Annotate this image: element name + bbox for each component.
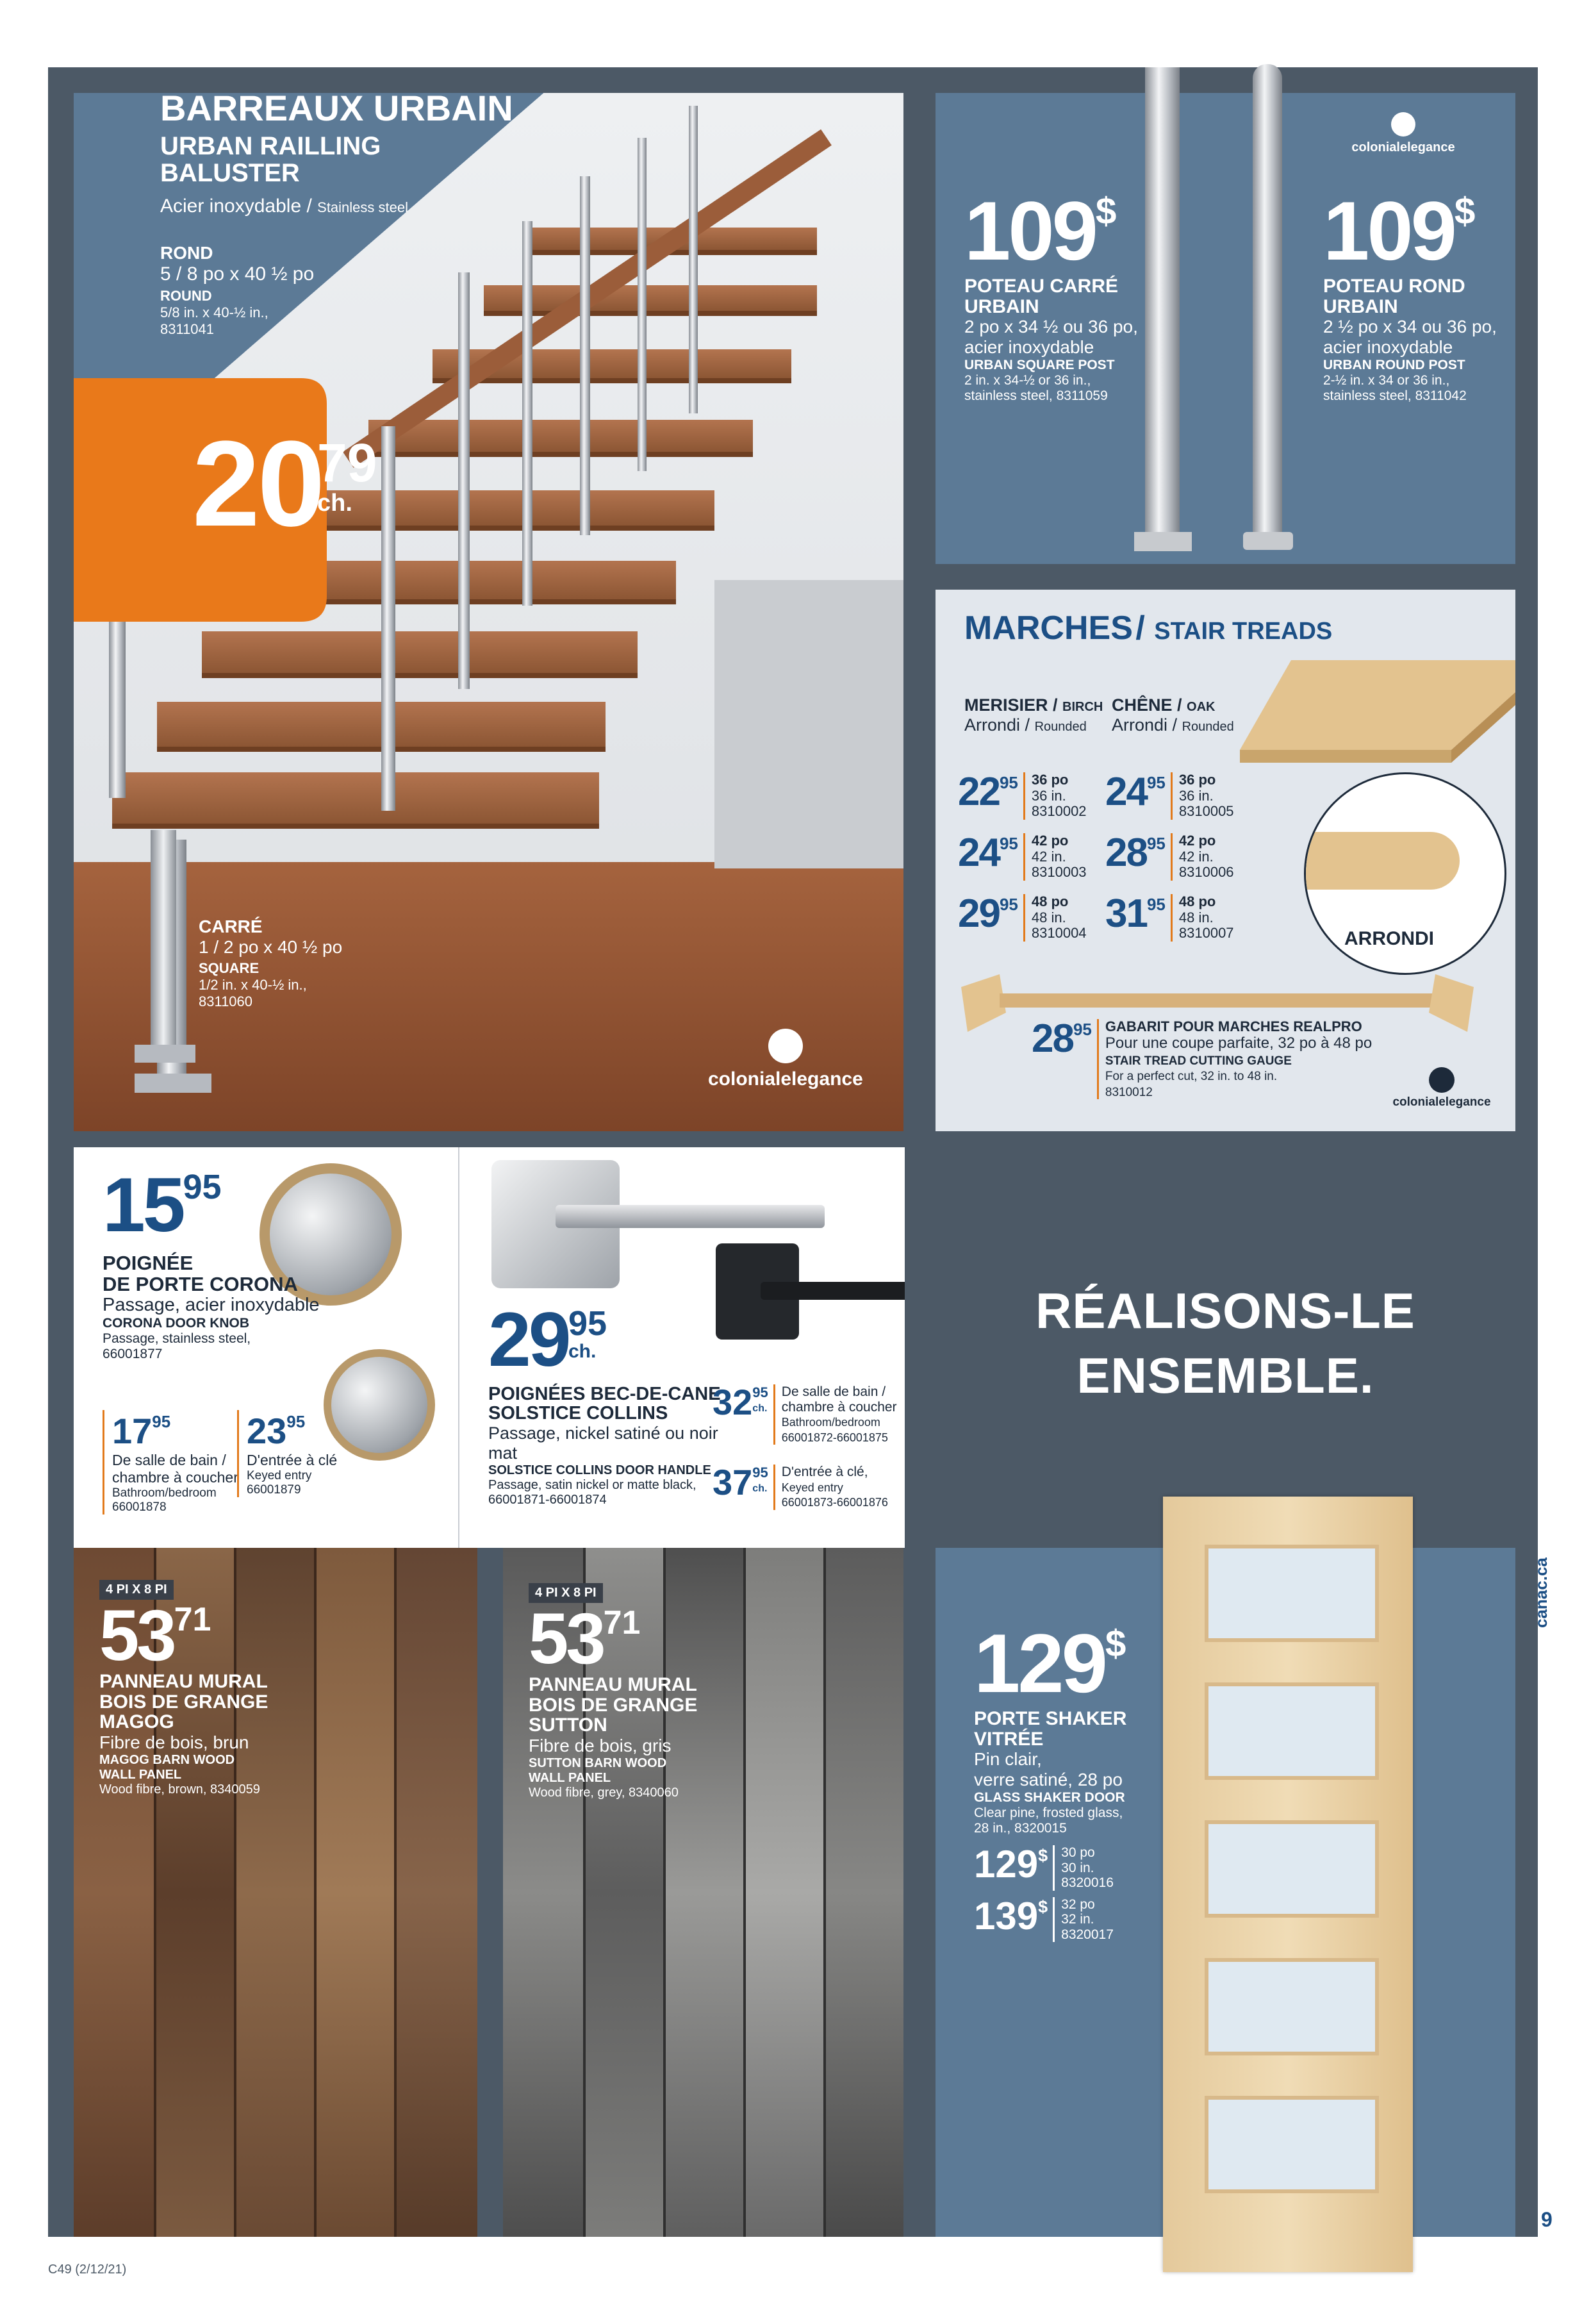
door-en-title: GLASS SHAKER DOOR <box>974 1790 1125 1805</box>
tread-sku: 8310007 <box>1178 925 1234 942</box>
railing-title-en: URBAN RAILLING <box>160 131 381 160</box>
sutton-panel <box>503 1548 903 2237</box>
gauge-title: GABARIT POUR MARCHES REALPRO <box>1105 1018 1362 1034</box>
oak-row <box>1105 833 1234 881</box>
tread-length: 42 po <box>1178 833 1216 849</box>
solstice-v2-price: 37 <box>713 1462 753 1502</box>
sutton-desc: Fibre de bois, gris <box>529 1735 672 1755</box>
corona-sku: 66001877 <box>103 1347 163 1362</box>
tread-length: 48 po <box>1178 893 1216 909</box>
door-price: 129 <box>974 1616 1105 1710</box>
birch-label: MERISIER <box>964 695 1048 715</box>
site-url[interactable]: canac.ca <box>1531 1557 1551 1628</box>
tread-sku: 8310004 <box>1031 925 1087 942</box>
door-v2-price: 139 <box>974 1894 1039 1938</box>
square-post-en-title: URBAN SQUARE POST <box>964 358 1115 372</box>
door-v1 <box>974 1845 1126 1891</box>
gauge-desc-en: For a perfect cut, 32 in. to 48 in. <box>1105 1070 1278 1084</box>
solstice-v1-sku: 66001872-66001875 <box>781 1431 888 1444</box>
door-v2-sku: 8320017 <box>1061 1927 1114 1942</box>
corona-v1-fr2: chambre à coucher <box>112 1469 238 1486</box>
tread-length: 42 po <box>1031 833 1069 849</box>
slogan-line1: RÉALISONS-LE <box>1035 1282 1415 1339</box>
corona-keyed-image <box>324 1349 435 1461</box>
door-desc2: verre satiné, 28 po <box>974 1770 1123 1789</box>
round-post-en2: stainless steel, 8311042 <box>1323 388 1467 403</box>
round-post-en-title: URBAN ROUND POST <box>1323 358 1465 372</box>
sutton-title: PANNEAU MURAL <box>529 1674 697 1695</box>
square-baluster-image <box>151 830 176 1048</box>
door-v2 <box>974 1894 1126 1943</box>
post-brand-icon <box>1391 112 1415 137</box>
tread-price-cents: 95 <box>1146 833 1166 853</box>
round-post-title2: URBAIN <box>1323 295 1398 317</box>
corona-v2-cents: 95 <box>286 1411 306 1431</box>
tread-price-cents: 95 <box>999 894 1018 914</box>
sutton-size-badge: 4 PI X 8 PI <box>529 1583 603 1603</box>
round-post-base <box>1243 532 1293 550</box>
solstice-v2-cents: 95 <box>752 1465 768 1481</box>
solstice-v2-unit: ch. <box>752 1483 768 1495</box>
posts-panel <box>936 93 1515 564</box>
railing-price-unit: ch. <box>317 490 352 517</box>
oak-sub-en: Rounded <box>1182 720 1234 734</box>
round-post-image <box>1253 64 1282 545</box>
page-number: 9 <box>1541 2208 1553 2231</box>
tread-price-cents: 95 <box>1146 772 1166 792</box>
square-sku: 8311060 <box>199 993 253 1009</box>
oak-label-en: OAK <box>1187 700 1216 714</box>
sutton-en1: SUTTON BARN WOOD <box>529 1755 667 1770</box>
door-en1: Clear pine, frosted glass, <box>974 1805 1123 1820</box>
corona-title2: DE PORTE CORONA <box>103 1272 298 1295</box>
brand-name: colonialelegance <box>708 1068 863 1090</box>
print-code: C49 (2/12/21) <box>48 2262 127 2277</box>
solstice-v1-fr2: chambre à coucher <box>781 1399 897 1415</box>
solstice-v1-cents: 95 <box>752 1384 768 1401</box>
brand-logo-icon <box>768 1029 803 1063</box>
tread-length-en: 48 in. <box>1178 909 1214 925</box>
square-post-title2: URBAIN <box>964 295 1039 317</box>
round-sku: 8311041 <box>160 320 215 337</box>
tread-length-en: 42 in. <box>1178 848 1214 865</box>
railing-title-en2: BALUSTER <box>160 158 300 187</box>
corona-v1-sku: 66001878 <box>112 1500 167 1514</box>
solstice-price: 29 <box>488 1297 569 1382</box>
solstice-v1-unit: ch. <box>752 1403 768 1415</box>
round-post-currency: $ <box>1454 190 1476 232</box>
tread-length-en: 42 in. <box>1031 848 1066 865</box>
solstice-v2-en: Keyed entry <box>781 1481 843 1494</box>
magog-en3: Wood fibre, brown, 8340059 <box>99 1782 260 1797</box>
tread-price-cents: 95 <box>999 833 1018 853</box>
tread-length: 48 po <box>1031 893 1069 909</box>
corona-en-title: CORONA DOOR KNOB <box>103 1316 250 1331</box>
corona-v1-en: Bathroom/bedroom <box>112 1486 217 1500</box>
square-size-en: 1/2 in. x 40-½ in., <box>199 977 307 993</box>
round-post-en1: 2-½ in. x 34 or 36 in., <box>1323 373 1450 388</box>
tread-price: 24 <box>958 831 1000 875</box>
treads-title-en: STAIR TREADS <box>1154 618 1333 645</box>
arrondi-label: ARRONDI <box>1344 928 1434 949</box>
tread-price: 29 <box>958 892 1000 936</box>
solstice-v1 <box>713 1384 897 1445</box>
railing-price-cents: 79 <box>317 433 377 493</box>
door-v1-po: 30 po <box>1061 1845 1095 1860</box>
tread-length: 36 po <box>1031 772 1069 788</box>
tread-price: 24 <box>1105 770 1147 814</box>
solstice-price-unit: ch. <box>568 1341 597 1362</box>
birch-row <box>958 772 1087 820</box>
gauge-row <box>1032 1019 1372 1099</box>
railing-price: 20 <box>192 416 323 552</box>
tread-sku: 8310005 <box>1178 803 1234 820</box>
door-v2-po: 32 po <box>1061 1897 1095 1912</box>
square-post-desc: 2 po x 34 ½ ou 36 po, <box>964 317 1138 336</box>
corona-desc: Passage, acier inoxydable <box>103 1295 320 1316</box>
solstice-en-desc: Passage, satin nickel or matte black, <box>488 1477 697 1492</box>
door-v1-price: 129 <box>974 1843 1039 1886</box>
treads-panel: MARCHES / STAIR TREADS MERISIER / BIRCH Arrondi / Rounded CHÊNE / OAK Arrondi / Rounded $22^{95}$ 36 po 36 in. 8310002 $24^{95}$ 42 po 42 in. 8310003 $29^{95}$ 48 po 48 in. 8310004 $24^{95}$ 36 po 36 in. 8310005 $28^{95}$ 42 po 42 in. 8310006 $31^{95}$ 48 po 48 in. 8310007 ARRONDI $28^{95}$ GABARIT POUR MARCHES REALPRO Pour une coupe parfaite, 32 po à 48 po STAIR TREAD CUTTING GAUGE For a perfect cut, 32 in. to 48 in. 8310012 colonialelegance <box>936 590 1515 1131</box>
tread-sku: 8310006 <box>1178 864 1234 881</box>
magog-price: 53 <box>99 1595 174 1675</box>
round-size-en: 5/8 in. x 40-½ in., <box>160 304 268 320</box>
solstice-v1-fr: De salle de bain / <box>781 1384 886 1399</box>
square-label: CARRÉ <box>199 917 263 936</box>
square-post-desc2: acier inoxydable <box>964 337 1094 357</box>
square-size: 1 / 2 po x 40 ½ po <box>199 937 343 957</box>
door-v2-cur: $ <box>1038 1897 1048 1917</box>
corona-v2-sku: 66001879 <box>247 1483 301 1497</box>
sutton-title2: BOIS DE GRANGE <box>529 1694 698 1716</box>
corona-v1-price: 17 <box>112 1411 153 1451</box>
railing-material-en: Stainless steel <box>317 199 408 215</box>
post-brand-name: colonialelegance <box>1351 140 1455 154</box>
square-post-en2: stainless steel, 8311059 <box>964 388 1108 403</box>
solstice-price-cents: 95 <box>568 1304 607 1343</box>
solstice-black-lever <box>761 1282 905 1300</box>
magog-desc: Fibre de bois, brun <box>99 1732 249 1752</box>
corona-panel <box>74 1147 458 1548</box>
tread-length: 36 po <box>1178 772 1216 788</box>
magog-panel <box>74 1548 477 2237</box>
tread-price-cents: 95 <box>1146 894 1166 914</box>
square-post-base <box>1134 532 1192 551</box>
sutton-price: 53 <box>529 1598 604 1679</box>
solstice-v2-fr: D'entrée à clé, <box>781 1465 868 1479</box>
round-post-desc2: acier inoxydable <box>1323 337 1453 357</box>
gauge-desc: Pour une coupe parfaite, 32 po à 48 po <box>1105 1034 1373 1052</box>
solstice-en-title: SOLSTICE COLLINS DOOR HANDLE <box>488 1463 711 1477</box>
magog-title3: MAGOG <box>99 1711 174 1732</box>
solstice-sku: 66001871-66001874 <box>488 1492 607 1507</box>
solstice-title: POIGNÉES BEC-DE-CANE <box>488 1384 721 1404</box>
tread-brand-name: colonialelegance <box>1392 1095 1491 1109</box>
arrondi-circle <box>1304 772 1506 975</box>
railing-title: BARREAUX URBAIN <box>160 93 513 128</box>
door-currency: $ <box>1105 1622 1126 1664</box>
slogan-panel <box>936 1157 1515 1516</box>
corona-title: POIGNÉE <box>103 1252 194 1274</box>
oak-row <box>1105 894 1234 942</box>
sutton-en3: Wood fibre, grey, 8340060 <box>529 1785 679 1800</box>
birch-row <box>958 894 1087 942</box>
door-title2: VITRÉE <box>974 1728 1044 1750</box>
round-post-title: POTEAU ROND <box>1323 276 1465 297</box>
solstice-v2 <box>713 1462 888 1510</box>
corona-v1-fr: De salle de bain / <box>112 1452 226 1468</box>
tread-sku: 8310002 <box>1031 803 1087 820</box>
corona-price-cents: 95 <box>183 1168 222 1207</box>
slogan-line2: ENSEMBLE. <box>1076 1347 1374 1404</box>
solstice-v2-sku: 66001873-66001876 <box>781 1496 888 1509</box>
sutton-en2: WALL PANEL <box>529 1770 611 1785</box>
corona-v2-fr: D'entrée à clé <box>247 1452 338 1468</box>
magog-title: PANNEAU MURAL <box>99 1671 268 1692</box>
door-v1-in: 30 in. <box>1061 1860 1094 1875</box>
tread-price-cents: 95 <box>999 772 1018 792</box>
corona-en-desc: Passage, stainless steel, <box>103 1331 251 1347</box>
tread-price: 31 <box>1105 892 1147 936</box>
gauge-sku: 8310012 <box>1105 1085 1153 1099</box>
tread-brand-icon <box>1429 1067 1455 1093</box>
round-label: ROND <box>160 242 213 263</box>
birch-sub-en: Rounded <box>1034 720 1087 734</box>
solstice-v1-en: Bathroom/bedroom <box>781 1416 880 1429</box>
railing-material: Acier inoxydable / <box>160 195 312 217</box>
shaker-door-image <box>1163 1497 1413 2272</box>
door-en2: 28 in., 8320015 <box>974 1821 1067 1836</box>
tread-sku: 8310003 <box>1031 864 1087 881</box>
tread-length-en: 36 in. <box>1031 787 1066 804</box>
square-post-title: POTEAU CARRÉ <box>964 276 1119 297</box>
door-v1-sku: 8320016 <box>1061 1875 1114 1891</box>
solstice-title2: SOLSTICE COLLINS <box>488 1403 668 1424</box>
magog-en1: MAGOG BARN WOOD <box>99 1752 235 1767</box>
corona-price: 15 <box>103 1162 183 1248</box>
gauge-title-en: STAIR TREAD CUTTING GAUGE <box>1105 1054 1292 1068</box>
sutton-price-cents: 71 <box>603 1604 641 1642</box>
birch-sub: Arrondi / <box>964 715 1030 735</box>
door-title: PORTE SHAKER <box>974 1708 1127 1729</box>
corona-v1-cents: 95 <box>152 1411 171 1431</box>
treads-title: MARCHES <box>964 610 1133 647</box>
door-desc: Pin clair, <box>974 1749 1042 1769</box>
corona-v2-en: Keyed entry <box>247 1469 312 1482</box>
door-v1-cur: $ <box>1038 1845 1048 1865</box>
solstice-nickel-lever <box>556 1205 825 1228</box>
oak-label: CHÊNE <box>1112 695 1173 715</box>
birch-label-en: BIRCH <box>1062 700 1103 714</box>
magog-size-badge: 4 PI X 8 PI <box>99 1580 174 1600</box>
corona-v2-price: 23 <box>247 1411 287 1451</box>
round-size: 5 / 8 po x 40 ½ po <box>160 263 315 285</box>
door-v2-in: 32 in. <box>1061 1912 1094 1927</box>
oak-row <box>1105 772 1234 820</box>
square-post-price: 109 <box>964 184 1096 278</box>
oak-sub: Arrondi / <box>1112 715 1178 735</box>
sutton-title3: SUTTON <box>529 1714 607 1736</box>
magog-price-cents: 71 <box>174 1601 211 1639</box>
square-label-en: SQUARE <box>199 960 260 976</box>
round-post-desc: 2 ½ po x 34 ou 36 po, <box>1323 317 1497 336</box>
square-post-en1: 2 in. x 34-½ or 36 in., <box>964 373 1091 388</box>
gauge-price: 28 <box>1032 1017 1073 1061</box>
tread-price: 22 <box>958 770 1000 814</box>
tread-price: 28 <box>1105 831 1147 875</box>
railing-panel <box>74 93 903 1131</box>
magog-en2: WALL PANEL <box>99 1767 182 1782</box>
gauge-price-cents: 95 <box>1073 1019 1092 1039</box>
tread-length-en: 48 in. <box>1031 909 1066 925</box>
round-label-en: ROUND <box>160 287 212 304</box>
square-post-image <box>1145 67 1180 545</box>
square-post-currency: $ <box>1095 190 1117 232</box>
tread-length-en: 36 in. <box>1178 787 1214 804</box>
round-post-price: 109 <box>1323 184 1455 278</box>
birch-row <box>958 833 1087 881</box>
solstice-panel <box>458 1147 905 1548</box>
tread-board-image <box>1240 654 1515 763</box>
magog-title2: BOIS DE GRANGE <box>99 1691 268 1713</box>
solstice-desc: Passage, nickel satiné ou noir mat <box>488 1423 718 1463</box>
solstice-v1-price: 32 <box>713 1382 753 1422</box>
